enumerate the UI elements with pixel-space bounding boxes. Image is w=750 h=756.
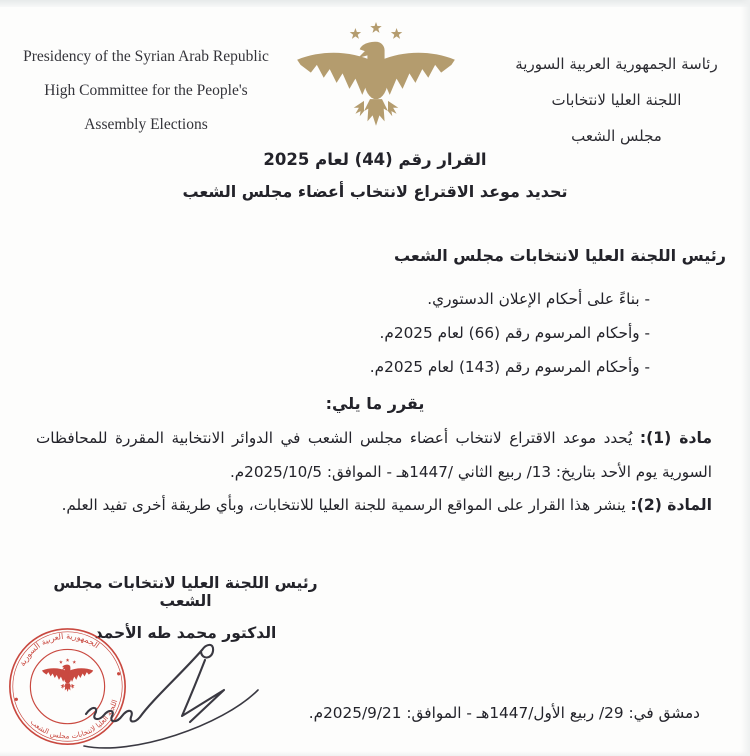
preamble-item: - وأحكام المرسوم رقم (143) لعام 2025م.: [369, 358, 650, 376]
letterhead-english: [12, 40, 280, 142]
golden-eagle-emblem-icon: [286, 22, 466, 142]
place-date-line: دمشق في: 29/ ربيع الأول/1447هـ - الموافق: 2025/9/21م.: [308, 704, 700, 722]
article-1: [36, 421, 712, 489]
preamble-item: - بناءً على أحكام الإعلان الدستوري.: [427, 290, 650, 308]
letterhead-ar-line3: مجلس الشعب: [571, 127, 662, 145]
signatory-title: رئيس اللجنة العليا لانتخابات مجلس الشعب: [53, 574, 318, 610]
article-2: [36, 488, 712, 522]
article-2-label: المادة (2):: [630, 496, 712, 514]
stamp-bottom-text: اللجنة العليا لانتخابات مجلس الشعب: [28, 698, 120, 741]
scan-edge-top: [0, 0, 750, 7]
letterhead-ar-line2: اللجنة العليا لانتخابات: [551, 91, 682, 109]
authority-heading: رئيس اللجنة العليا لانتخابات مجلس الشعب: [393, 246, 726, 265]
article-1-text: يُحدد موعد الاقتراع لانتخاب أعضاء مجلس الشعب في الدوائر الانتخابية المقررة للمحافظات السورية يوم الأحد بتاريخ: 13/ ربيع الثاني /1447هـ - الموافق: 2025/10/5م.: [36, 429, 712, 481]
article-1-label: مادة (1):: [639, 429, 712, 447]
decree-subject-title: تحديد موعد الاقتراع لانتخاب أعضاء مجلس الشعب: [182, 182, 568, 201]
handwritten-signature-ink: [72, 628, 267, 754]
signatory-name: الدكتور محمد طه الأحمد: [94, 624, 277, 642]
article-2-text: ينشر هذا القرار على المواقع الرسمية للجنة العليا للانتخابات، وبأي طريقة أخرى تفيد العلم.: [61, 496, 631, 514]
letterhead-en-line3: Assembly Elections: [84, 116, 208, 133]
decree-number-title: القرار رقم (44) لعام 2025: [263, 150, 487, 169]
decides-heading: يقرر ما يلي:: [325, 394, 425, 413]
preamble-item: - وأحكام المرسوم رقم (66) لعام 2025م.: [379, 324, 650, 342]
decree-title-block: [0, 150, 750, 201]
stamp-top-text: الجمهورية العربية السورية: [17, 631, 101, 668]
letterhead-ar-line1: رئاسة الجمهورية العربية السورية: [515, 55, 718, 73]
letterhead-arabic: [509, 46, 724, 154]
letterhead-en-line2: High Committee for the People's: [44, 82, 248, 99]
letterhead-en-line1: Presidency of the Syrian Arab Republic: [23, 48, 269, 65]
preamble-list: [0, 282, 750, 384]
